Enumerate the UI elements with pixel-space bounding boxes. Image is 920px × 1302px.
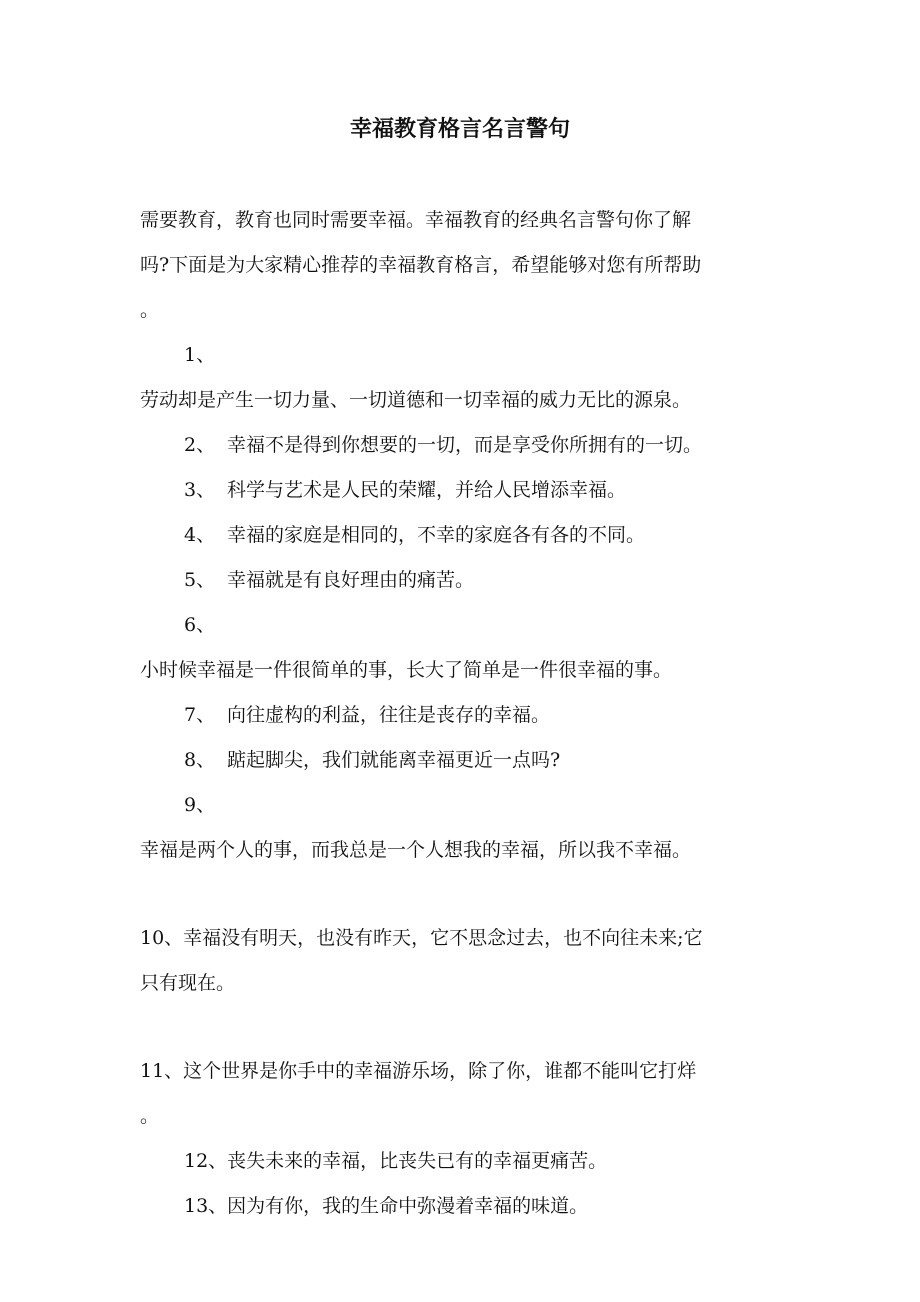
quote-item-10 [140, 916, 782, 1006]
quote-text: 幸福的家庭是相同的，不幸的家庭各有各的不同。 [227, 524, 646, 546]
quote-item-5 [140, 558, 782, 603]
document-body [140, 198, 782, 1229]
quote-item-9 [140, 783, 782, 873]
document-title: 幸福教育格言名言警句 [349, 116, 570, 142]
quote-item-13: 13、因为有你，我的生命中弥漫着幸福的味道。 [184, 1195, 589, 1217]
quote-number: 3、 [184, 479, 216, 501]
quote-number: 9、 [184, 794, 216, 816]
quote-text-line: 只有现在。 [140, 972, 236, 994]
quote-item-1 [140, 333, 782, 423]
quote-text: 科学与艺术是人民的荣耀，并给人民增添幸福。 [227, 479, 627, 501]
quote-item-2 [140, 423, 782, 468]
quote-item-12: 12、丧失未来的幸福，比丧失已有的幸福更痛苦。 [184, 1150, 608, 1172]
intro-line: 需要教育，教育也同时需要幸福。幸福教育的经典名言警句你了解 [140, 209, 692, 231]
quote-text: 劳动却是产生一切力量、一切道德和一切幸福的威力无比的源泉。 [140, 389, 692, 411]
paragraph-gap [140, 873, 782, 916]
quote-text-line: 。 [140, 1105, 160, 1127]
quote-number: 2、 [184, 434, 216, 456]
quote-item-3 [140, 468, 782, 513]
quote-text: 向往虚构的利益，往往是丧存的幸福。 [227, 704, 551, 726]
intro-line: 。 [140, 299, 160, 321]
quote-text: 幸福就是有良好理由的痛苦。 [227, 569, 475, 591]
quote-number: 8、 [184, 749, 216, 771]
quote-text: 踮起脚尖，我们就能离幸福更近一点吗? [227, 749, 561, 771]
quote-item-6 [140, 603, 782, 693]
quote-number: 1、 [184, 344, 216, 366]
quote-text: 幸福不是得到你想要的一切，而是享受你所拥有的一切。 [227, 434, 703, 456]
quote-number: 5、 [184, 569, 216, 591]
intro-line: 吗?下面是为大家精心推荐的幸福教育格言，希望能够对您有所帮助 [140, 254, 702, 276]
quote-item-8 [140, 738, 782, 783]
quote-text-line: 10、幸福没有明天，也没有昨天，它不思念过去，也不向往未来;它 [140, 927, 703, 949]
quote-number: 4、 [184, 524, 216, 546]
quote-number: 7、 [184, 704, 216, 726]
quote-text-line: 11、这个世界是你手中的幸福游乐场，除了你，谁都不能叫它打烊 [140, 1060, 697, 1082]
paragraph-gap [140, 1006, 782, 1049]
quote-text: 幸福是两个人的事，而我总是一个人想我的幸福，所以我不幸福。 [140, 839, 692, 861]
quote-item-4 [140, 513, 782, 558]
quote-item-7 [140, 693, 782, 738]
quote-number: 6、 [184, 614, 216, 636]
quote-text: 小时候幸福是一件很简单的事，长大了简单是一件很幸福的事。 [140, 659, 673, 681]
intro-paragraph [140, 198, 782, 333]
quote-item-11 [140, 1049, 782, 1139]
